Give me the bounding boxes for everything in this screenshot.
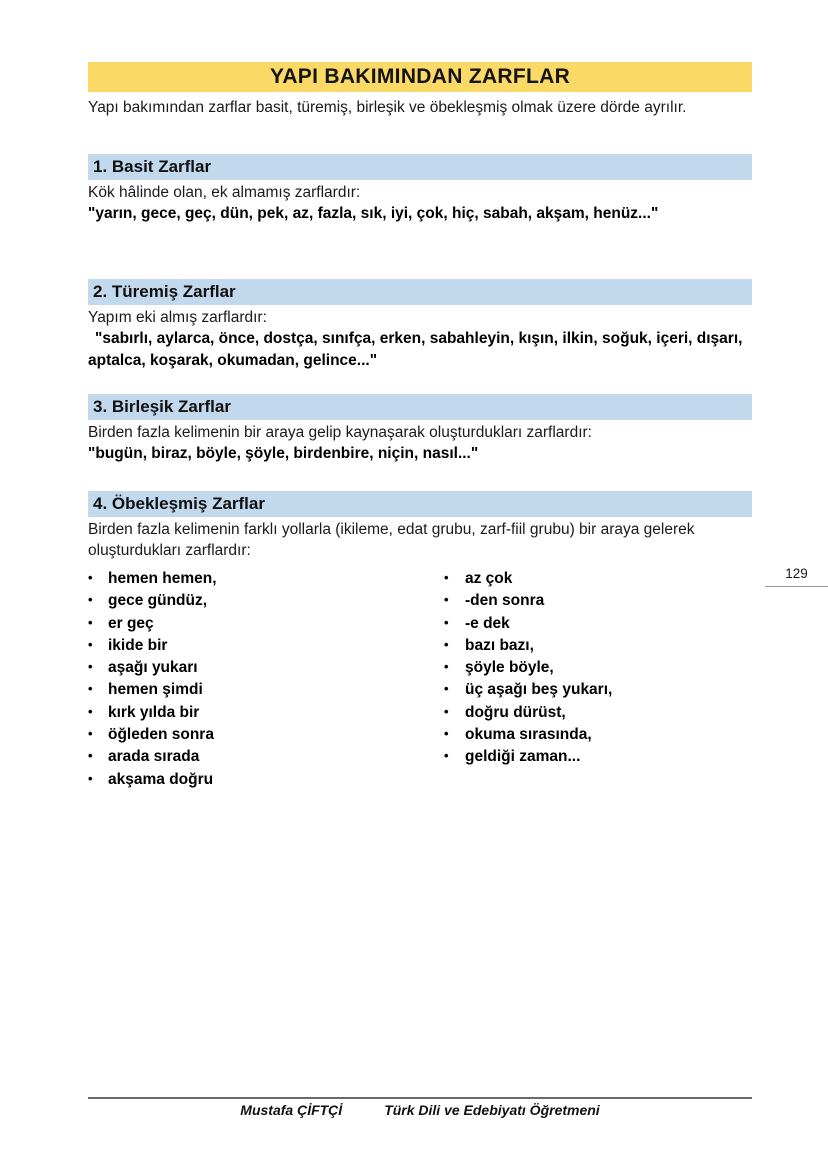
list-item: • geldiği zaman... — [444, 746, 752, 768]
list-item: • doğru dürüst, — [444, 702, 752, 724]
list-item: • gece gündüz, — [88, 590, 444, 612]
list-item: • er geç — [88, 613, 444, 635]
list-item: • okuma sırasında, — [444, 724, 752, 746]
list-item: • aşağı yukarı — [88, 657, 444, 679]
list-item: • şöyle böyle, — [444, 657, 752, 679]
document-title-bar — [88, 62, 752, 92]
spacer — [88, 372, 752, 390]
section-header-3: 3. Birleşik Zarflar — [88, 394, 752, 420]
footer-author: Mustafa ÇİFTÇİ — [240, 1102, 343, 1118]
list-item: • bazı bazı, — [444, 635, 752, 657]
bullet-column-left — [88, 568, 444, 791]
section-examples-1: "yarın, gece, geç, dün, pek, az, fazla, sık, iyi, çok, hiç, sabah, akşam, henüz..." — [88, 205, 659, 222]
intro-paragraph: Yapı bakımından zarflar basit, türemiş, birleşik ve öbekleşmiş olmak üzere dörde ayrılır. — [88, 99, 687, 116]
list-item: • üç aşağı beş yukarı, — [444, 679, 752, 701]
section-description-4: Birden fazla kelimenin farklı yollarla (ikileme, edat grubu, zarf-fiil grubu) bir araya gelerek oluşturdukları zarflardır: — [88, 521, 695, 559]
list-item: • -e dek — [444, 613, 752, 635]
list-item: • akşama doğru — [88, 769, 444, 791]
section-description-2: Yapım eki almış zarflardır: — [88, 309, 267, 326]
section-header-1: 1. Basit Zarflar — [88, 154, 752, 180]
footer-role: Türk Dili ve Edebiyatı Öğretmeni — [384, 1102, 600, 1118]
page-number: 129 — [785, 566, 808, 581]
bullet-list-left — [88, 568, 444, 791]
bullet-column-right — [444, 568, 752, 791]
list-item: • arada sırada — [88, 746, 444, 768]
section-description-1: Kök hâlinde olan, ek almamış zarflardır: — [88, 184, 361, 201]
page-number-rule — [765, 586, 828, 587]
list-item: • az çok — [444, 568, 752, 590]
document-content — [88, 62, 752, 791]
list-item: • ikide bir — [88, 635, 444, 657]
section-examples-3: "bugün, biraz, böyle, şöyle, birdenbire, niçin, nasıl..." — [88, 445, 479, 462]
section-header-4: 4. Öbekleşmiş Zarflar — [88, 491, 752, 517]
list-item: • öğleden sonra — [88, 724, 444, 746]
spacer — [88, 261, 752, 279]
section-header-2: 2. Türemiş Zarflar — [88, 279, 752, 305]
list-item: • -den sonra — [444, 590, 752, 612]
section-description-3: Birden fazla kelimenin bir araya gelip kaynaşarak oluşturdukları zarflardır: — [88, 424, 592, 441]
list-item: • hemen hemen, — [88, 568, 444, 590]
bullet-list-right — [444, 568, 752, 769]
spacer — [88, 225, 752, 261]
footer — [88, 1102, 752, 1118]
section-examples-2: "sabırlı, aylarca, önce, dostça, sınıfça, erken, sabahleyin, kışın, ilkin, soğuk, içeri, dışarı, aptalca, koşarak, okumadan, gelince..." — [88, 330, 743, 369]
footer-divider — [88, 1097, 752, 1099]
spacer — [88, 118, 752, 154]
page-title: YAPI BAKIMINDAN ZARFLAR — [269, 65, 571, 88]
page-number-block — [765, 566, 828, 587]
spacer — [88, 465, 752, 483]
list-item: • kırk yılda bir — [88, 702, 444, 724]
list-item: • hemen şimdi — [88, 679, 444, 701]
bullet-columns — [88, 568, 752, 791]
spacer — [88, 483, 752, 491]
